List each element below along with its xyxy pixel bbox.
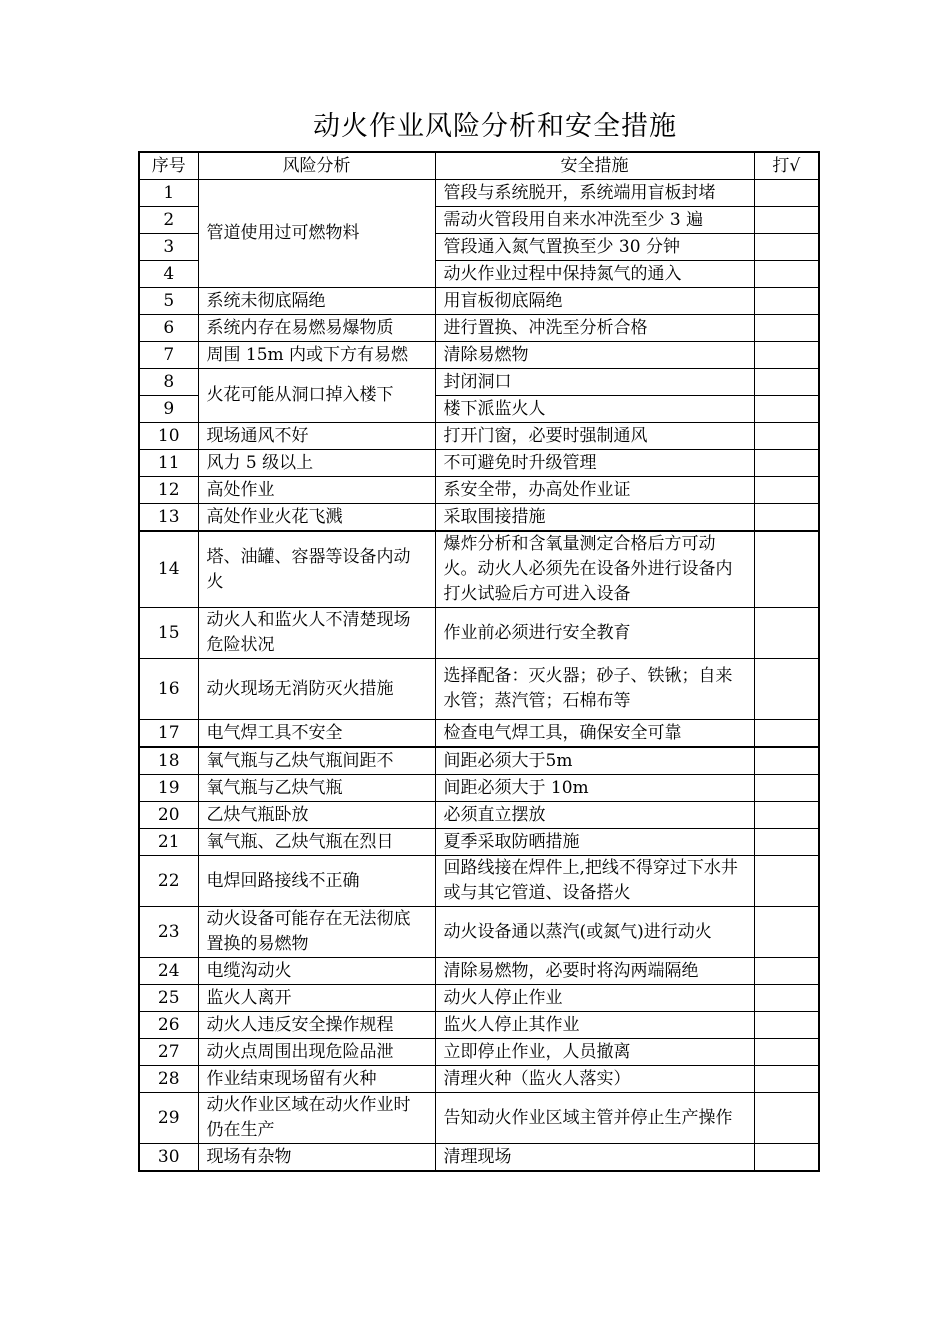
check-cell[interactable]: [754, 1093, 819, 1144]
table-row: [139, 958, 819, 985]
measure-cell: 间距必须大于5m: [435, 747, 754, 775]
risk-cell: 乙炔气瓶卧放: [198, 802, 435, 829]
risk-cell: 电缆沟动火: [198, 958, 435, 985]
check-cell[interactable]: [754, 342, 819, 369]
check-cell[interactable]: [754, 856, 819, 907]
measure-cell: 动火人停止作业: [435, 985, 754, 1012]
risk-cell: 管道使用过可燃物料: [198, 180, 435, 288]
row-number: 14: [139, 531, 198, 608]
table-row: [139, 1039, 819, 1066]
row-number: 13: [139, 504, 198, 532]
row-number: 3: [139, 234, 198, 261]
table-row: [139, 531, 819, 608]
check-cell[interactable]: [754, 802, 819, 829]
row-number: 21: [139, 829, 198, 856]
row-number: 20: [139, 802, 198, 829]
page-title: 动火作业风险分析和安全措施: [313, 111, 677, 142]
risk-cell: 高处作业火花飞溅: [198, 504, 435, 532]
check-cell[interactable]: [754, 477, 819, 504]
measure-cell: 作业前必须进行安全教育: [435, 608, 754, 659]
risk-cell: 动火设备可能存在无法彻底置换的易燃物: [198, 907, 435, 958]
risk-cell: 氧气瓶与乙炔气瓶间距不: [198, 747, 435, 775]
row-number: 9: [139, 396, 198, 423]
check-cell[interactable]: [754, 659, 819, 720]
risk-cell: 氧气瓶、乙炔气瓶在烈日: [198, 829, 435, 856]
measure-cell: 回路线接在焊件上,把线不得穿过下水井或与其它管道、设备搭火: [435, 856, 754, 907]
risk-cell: 电焊回路接线不正确: [198, 856, 435, 907]
risk-cell: 周围 15m 内或下方有易燃: [198, 342, 435, 369]
risk-cell: 系统未彻底隔绝: [198, 288, 435, 315]
table-row: [139, 985, 819, 1012]
check-cell[interactable]: [754, 450, 819, 477]
measure-cell: 管段通入氮气置换至少 30 分钟: [435, 234, 754, 261]
table-row: [139, 775, 819, 802]
risk-cell: 动火人违反安全操作规程: [198, 1012, 435, 1039]
check-cell[interactable]: [754, 396, 819, 423]
row-number: 5: [139, 288, 198, 315]
table-row: [139, 288, 819, 315]
risk-cell: 动火点周围出现危险品泄: [198, 1039, 435, 1066]
table-row: [139, 1093, 819, 1144]
risk-cell: 动火作业区域在动火作业时仍在生产: [198, 1093, 435, 1144]
risk-cell: 监火人离开: [198, 985, 435, 1012]
row-number: 30: [139, 1144, 198, 1172]
row-number: 8: [139, 369, 198, 396]
table-row: [139, 608, 819, 659]
measure-cell: 清理火种（监火人落实）: [435, 1066, 754, 1093]
measure-cell: 楼下派监火人: [435, 396, 754, 423]
measure-cell: 不可避免时升级管理: [435, 450, 754, 477]
check-cell[interactable]: [754, 531, 819, 608]
check-cell[interactable]: [754, 1144, 819, 1172]
table-row: [139, 747, 819, 775]
check-cell[interactable]: [754, 958, 819, 985]
check-cell[interactable]: [754, 234, 819, 261]
row-number: 15: [139, 608, 198, 659]
risk-cell: 电气焊工具不安全: [198, 720, 435, 748]
table-row: [139, 180, 819, 207]
measure-cell: 告知动火作业区域主管并停止生产操作: [435, 1093, 754, 1144]
check-cell[interactable]: [754, 775, 819, 802]
row-number: 26: [139, 1012, 198, 1039]
measure-cell: 间距必须大于 10m: [435, 775, 754, 802]
check-cell[interactable]: [754, 985, 819, 1012]
risk-cell: 作业结束现场留有火种: [198, 1066, 435, 1093]
row-number: 22: [139, 856, 198, 907]
check-cell[interactable]: [754, 261, 819, 288]
measure-cell: 管段与系统脱开，系统端用盲板封堵: [435, 180, 754, 207]
table-row: [139, 477, 819, 504]
measure-cell: 进行置换、冲洗至分析合格: [435, 315, 754, 342]
measure-cell: 系安全带，办高处作业证: [435, 477, 754, 504]
table-row: [139, 450, 819, 477]
check-cell[interactable]: [754, 1066, 819, 1093]
table-row: [139, 1066, 819, 1093]
row-number: 10: [139, 423, 198, 450]
risk-cell: 氧气瓶与乙炔气瓶: [198, 775, 435, 802]
check-cell[interactable]: [754, 207, 819, 234]
measure-cell: 封闭洞口: [435, 369, 754, 396]
row-number: 25: [139, 985, 198, 1012]
risk-cell: 动火人和监火人不清楚现场危险状况: [198, 608, 435, 659]
measure-cell: 需动火管段用自来水冲洗至少 3 遍: [435, 207, 754, 234]
measure-cell: 夏季采取防晒措施: [435, 829, 754, 856]
risk-cell: 系统内存在易燃易爆物质: [198, 315, 435, 342]
measure-cell: 爆炸分析和含氧量测定合格后方可动火。动火人必须先在设备外进行设备内打火试验后方可进入设备: [435, 531, 754, 608]
row-number: 27: [139, 1039, 198, 1066]
risk-cell: 现场通风不好: [198, 423, 435, 450]
header-no: 序号: [139, 152, 198, 180]
row-number: 4: [139, 261, 198, 288]
row-number: 16: [139, 659, 198, 720]
row-number: 1: [139, 180, 198, 207]
header-measure: 安全措施: [435, 152, 754, 180]
measure-cell: 监火人停止其作业: [435, 1012, 754, 1039]
measure-cell: 用盲板彻底隔绝: [435, 288, 754, 315]
row-number: 11: [139, 450, 198, 477]
row-number: 6: [139, 315, 198, 342]
table-row: [139, 659, 819, 720]
header-check: 打√: [754, 152, 819, 180]
table-row: [139, 423, 819, 450]
risk-cell: 动火现场无消防灭火措施: [198, 659, 435, 720]
row-number: 29: [139, 1093, 198, 1144]
table-row: [139, 802, 819, 829]
check-cell[interactable]: [754, 288, 819, 315]
measure-cell: 动火设备通以蒸汽(或氮气)进行动火: [435, 907, 754, 958]
row-number: 18: [139, 747, 198, 775]
measure-cell: 采取围接措施: [435, 504, 754, 532]
risk-cell: 风力 5 级以上: [198, 450, 435, 477]
row-number: 19: [139, 775, 198, 802]
measure-cell: 清理现场: [435, 1144, 754, 1172]
measure-cell: 清除易燃物，必要时将沟两端隔绝: [435, 958, 754, 985]
check-cell[interactable]: [754, 1039, 819, 1066]
table-row: [139, 856, 819, 907]
risk-measures-table: [138, 151, 820, 1172]
check-cell[interactable]: [754, 608, 819, 659]
measure-cell: 立即停止作业，人员撤离: [435, 1039, 754, 1066]
measure-cell: 打开门窗，必要时强制通风: [435, 423, 754, 450]
row-number: 12: [139, 477, 198, 504]
row-number: 23: [139, 907, 198, 958]
measure-cell: 检查电气焊工具，确保安全可靠: [435, 720, 754, 748]
check-cell[interactable]: [754, 504, 819, 532]
check-cell[interactable]: [754, 369, 819, 396]
check-cell[interactable]: [754, 907, 819, 958]
row-number: 28: [139, 1066, 198, 1093]
measure-cell: 必须直立摆放: [435, 802, 754, 829]
risk-cell: 高处作业: [198, 477, 435, 504]
risk-cell: 塔、油罐、容器等设备内动火: [198, 531, 435, 608]
check-cell[interactable]: [754, 747, 819, 775]
table-row: [139, 720, 819, 748]
measure-cell: 选择配备：灭火器；砂子、铁锹；自来水管；蒸汽管；石棉布等: [435, 659, 754, 720]
table-row: [139, 342, 819, 369]
table-header-row: [139, 152, 819, 180]
risk-cell: 现场有杂物: [198, 1144, 435, 1172]
check-cell[interactable]: [754, 829, 819, 856]
risk-cell: 火花可能从洞口掉入楼下: [198, 369, 435, 423]
table-row: [139, 315, 819, 342]
header-risk: 风险分析: [198, 152, 435, 180]
row-number: 7: [139, 342, 198, 369]
check-cell[interactable]: [754, 180, 819, 207]
table-row: [139, 829, 819, 856]
measure-cell: 清除易燃物: [435, 342, 754, 369]
table-row: [139, 1012, 819, 1039]
check-cell[interactable]: [754, 720, 819, 748]
row-number: 17: [139, 720, 198, 748]
table-row: [139, 504, 819, 532]
table-row: [139, 1144, 819, 1172]
check-cell[interactable]: [754, 1012, 819, 1039]
check-cell[interactable]: [754, 315, 819, 342]
table-row: [139, 369, 819, 396]
table-row: [139, 907, 819, 958]
measure-cell: 动火作业过程中保持氮气的通入: [435, 261, 754, 288]
row-number: 24: [139, 958, 198, 985]
check-cell[interactable]: [754, 423, 819, 450]
row-number: 2: [139, 207, 198, 234]
